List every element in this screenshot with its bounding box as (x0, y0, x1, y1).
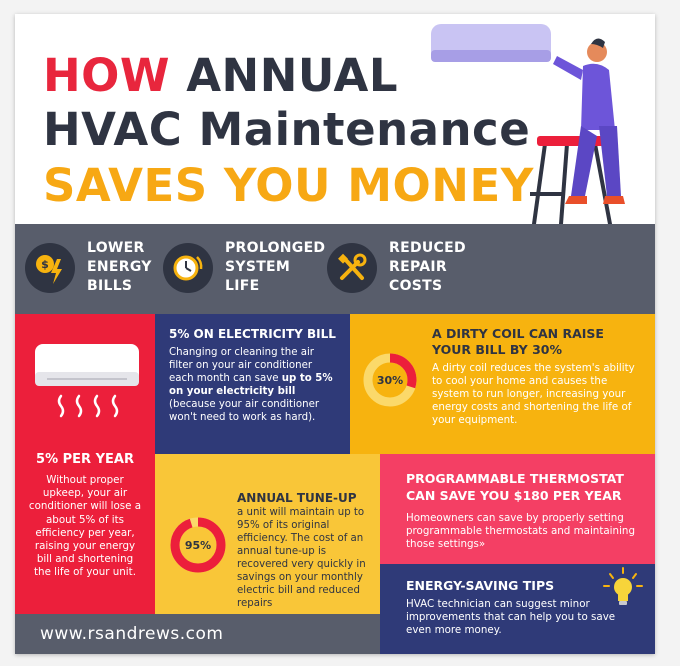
electricity-body-tail: (because your air conditioner won't need to work as hard). (169, 399, 320, 423)
thermostat-panel (380, 454, 655, 564)
benefit-lower-energy-bills (25, 239, 152, 296)
svg-text:$: $ (41, 257, 49, 271)
tips-title: ENERGY-SAVING TIPS (406, 578, 555, 593)
tuneup-title: ANNUAL TUNE-UP (237, 491, 357, 505)
electricity-title: 5% ON ELECTRICITY BILL (169, 327, 336, 341)
dirty-coil-panel (350, 314, 655, 454)
title-line-2: HVAC Maintenance (43, 103, 531, 156)
benefit-label: PROLONGED SYSTEM LIFE (225, 240, 326, 294)
tips-panel (380, 564, 655, 654)
benefit-prolonged-system-life (163, 239, 325, 296)
benefit-label: LOWER ENERGY BILLS (87, 240, 152, 294)
efficiency-panel (15, 314, 155, 614)
efficiency-title: 5% PER YEAR (36, 452, 134, 467)
coil-title: A DIRTY COIL CAN RAISE YOUR BILL BY 30% (432, 326, 604, 357)
tuneup-donut-chart (169, 516, 227, 574)
website-url: www.rsandrews.com (40, 624, 224, 644)
electricity-panel (155, 314, 350, 454)
coil-percent-label: 30% (376, 373, 404, 387)
tips-body: HVAC technician can suggest minor improvements that can help you to save even more money. (406, 598, 616, 636)
money-lightning-icon (25, 243, 75, 293)
thermostat-title: PROGRAMMABLE THERMOSTAT CAN SAVE YOU $180 PER YEAR (406, 471, 624, 503)
air-conditioner-icon (33, 344, 141, 424)
title-line-1 (43, 50, 398, 102)
benefit-reduced-repair-costs (327, 239, 466, 296)
tuneup-percent-label: 95% (184, 538, 212, 552)
electricity-body-highlight: up to 5% on your electricity bill (169, 373, 333, 397)
clock-icon (163, 243, 213, 293)
coil-donut-chart (362, 352, 418, 408)
title-annual: ANNUAL (186, 49, 399, 102)
tuneup-panel (155, 454, 380, 614)
tools-icon (327, 243, 377, 293)
coil-body: A dirty coil reduces the system's ability to cool your home and causes the system to run longer, increasing your energy costs and shortening the life of your equipment. (432, 362, 635, 426)
electricity-body (169, 346, 339, 424)
tuneup-body: a unit will maintain up to 95% of its original efficiency. The cost of an annual tune-up is recovered very quickly in savings on your monthly electric bill and reduced repairs (237, 507, 366, 609)
efficiency-body: Without proper upkeep, your air conditioner will lose a about 5% of its efficiency per year, raising your energy bill and shortening the life of your unit. (28, 474, 142, 579)
benefit-label: REDUCED REPAIR COSTS (389, 240, 466, 294)
thermostat-body: Homeowners can save by properly setting programmable thermostats and maintaining those settings» (406, 512, 635, 550)
title-how: HOW (43, 49, 171, 102)
infographic (15, 14, 655, 654)
footer (15, 614, 380, 654)
electricity-body-text: Changing or cleaning the air filter on your air conditioner each month can save (169, 347, 314, 384)
title-line-3: SAVES YOU MONEY (43, 159, 534, 212)
